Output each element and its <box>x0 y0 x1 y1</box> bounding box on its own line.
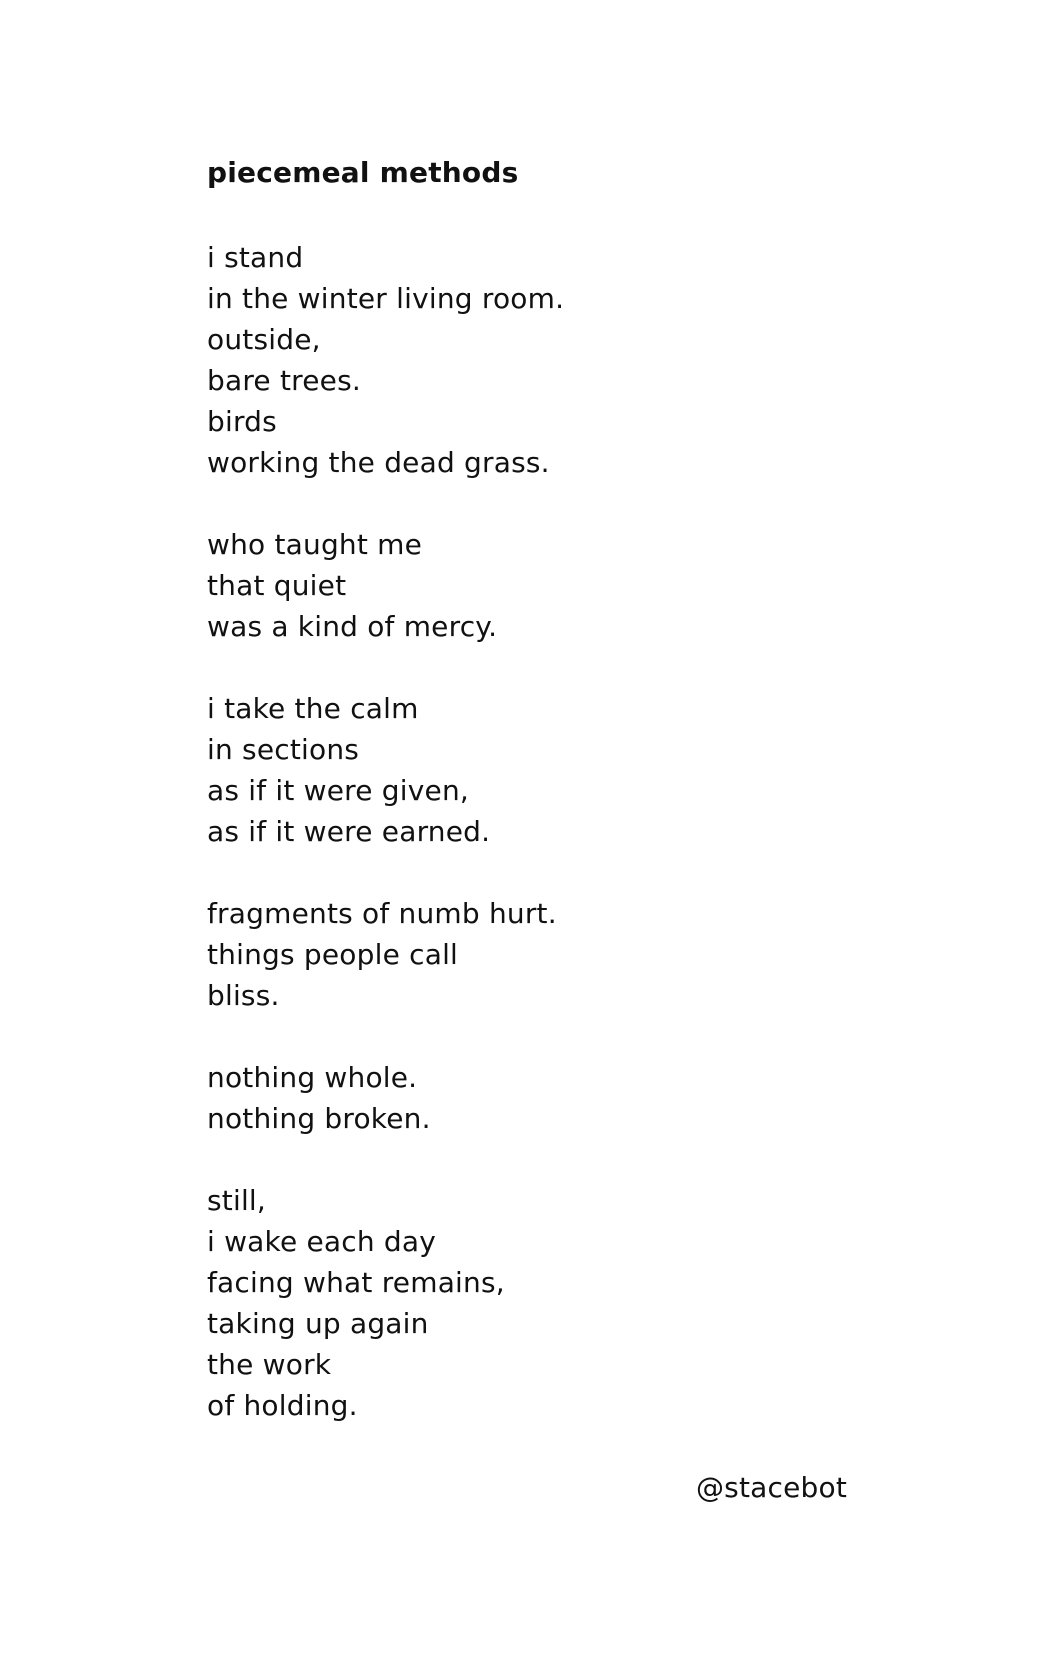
poem-line: things people call <box>207 938 459 971</box>
poem-line: facing what remains, <box>207 1266 505 1299</box>
poem-line: nothing whole. <box>207 1061 418 1094</box>
poem-line: birds <box>207 405 277 438</box>
poem-line: taking up again <box>207 1307 429 1340</box>
poem-line: the work <box>207 1348 332 1381</box>
poem-line: in the winter living room. <box>207 282 565 315</box>
poem-title: piecemeal methods <box>207 156 519 189</box>
poem-stanza <box>207 1057 847 1139</box>
poem-line: bare trees. <box>207 364 361 397</box>
poem-line: as if it were given, <box>207 774 469 807</box>
poem-line: bliss. <box>207 979 280 1012</box>
poem-line: of holding. <box>207 1389 358 1422</box>
poem-stanza <box>207 1180 847 1426</box>
poem-body <box>207 237 847 1426</box>
poem-line: who taught me <box>207 528 423 561</box>
poem-line: i wake each day <box>207 1225 437 1258</box>
poem-stanza <box>207 524 847 647</box>
poem-stanza <box>207 237 847 483</box>
poem-line: outside, <box>207 323 321 356</box>
poem-line: was a kind of mercy. <box>207 610 498 643</box>
poem-line: that quiet <box>207 569 347 602</box>
poem-stanza <box>207 688 847 852</box>
poem-stanza <box>207 893 847 1016</box>
poem-line: i stand <box>207 241 304 274</box>
poem-line: working the dead grass. <box>207 446 550 479</box>
poem-line: still, <box>207 1184 267 1217</box>
poem-line: as if it were earned. <box>207 815 491 848</box>
poem-signature: @stacebot <box>695 1471 847 1504</box>
poem-line: i take the calm <box>207 692 419 725</box>
poem-line: in sections <box>207 733 360 766</box>
poem-line: nothing broken. <box>207 1102 431 1135</box>
poem-line: fragments of numb hurt. <box>207 897 557 930</box>
